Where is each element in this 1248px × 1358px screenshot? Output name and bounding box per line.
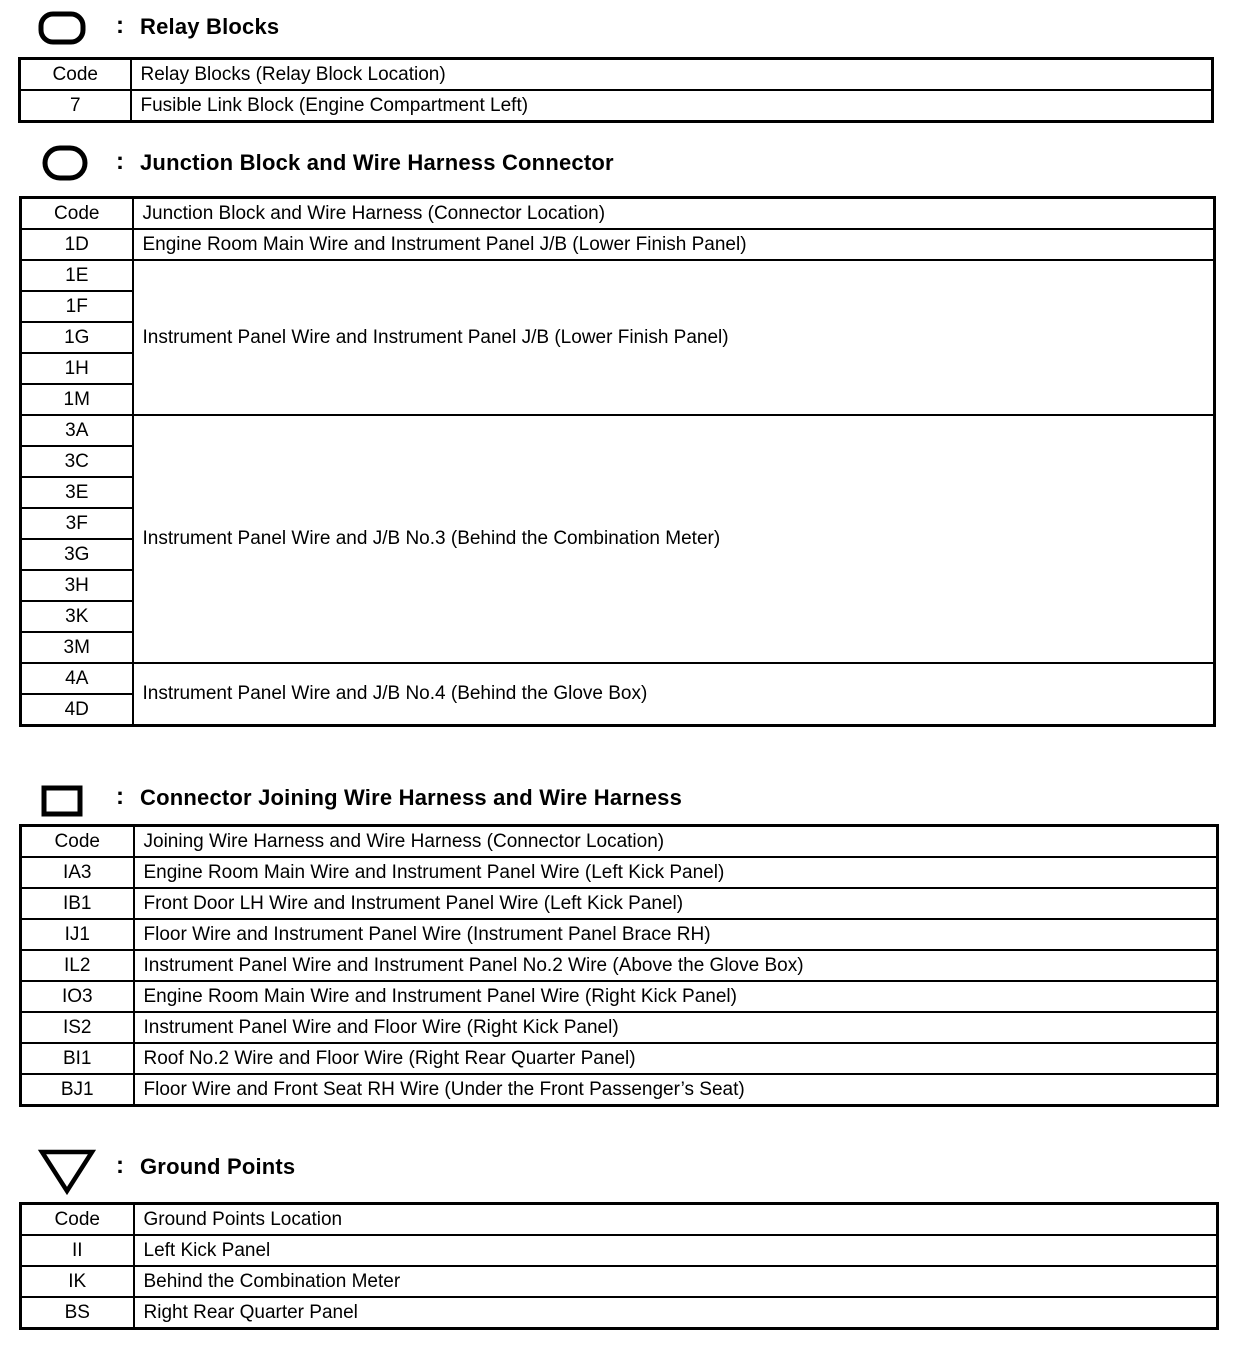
table-row xyxy=(21,950,1218,981)
ground-points-heading xyxy=(36,1148,1216,1192)
code-header: Code xyxy=(21,1204,134,1236)
connector-joining-heading xyxy=(36,779,1216,823)
section-title: Connector Joining Wire Harness and Wire Harness xyxy=(140,785,683,810)
location-cell: Instrument Panel Wire and J/B No.4 (Behind the Glove Box) xyxy=(133,663,1215,726)
location-cell: Engine Room Main Wire and Instrument Panel Wire (Right Kick Panel) xyxy=(134,981,1218,1012)
location-cell: Right Rear Quarter Panel xyxy=(134,1297,1218,1329)
code-cell: BI1 xyxy=(21,1043,134,1074)
relay-blocks-table xyxy=(18,57,1214,123)
junction-block-heading xyxy=(36,144,1216,188)
code-header: Code xyxy=(20,59,131,91)
code-cell: BJ1 xyxy=(21,1074,134,1106)
square-symbol-icon xyxy=(36,779,88,819)
location-cell: Instrument Panel Wire and Instrument Panel No.2 Wire (Above the Glove Box) xyxy=(134,950,1218,981)
code-header: Code xyxy=(21,198,133,230)
code-cell: 3A xyxy=(21,415,133,446)
table-header-row xyxy=(20,59,1213,91)
location-cell: Behind the Combination Meter xyxy=(134,1266,1218,1297)
table-row xyxy=(21,229,1215,260)
table-row xyxy=(21,1266,1218,1297)
location-cell: Floor Wire and Front Seat RH Wire (Under the Front Passenger’s Seat) xyxy=(134,1074,1218,1106)
code-cell: IA3 xyxy=(21,857,134,888)
code-cell: 3H xyxy=(21,570,133,601)
code-header: Code xyxy=(21,826,134,858)
code-cell: 7 xyxy=(20,90,131,122)
code-cell: 1G xyxy=(21,322,133,353)
table-row xyxy=(21,981,1218,1012)
rounded-rect-symbol-icon xyxy=(36,8,88,48)
code-cell: 3E xyxy=(21,477,133,508)
code-cell: 1F xyxy=(21,291,133,322)
code-cell: 3F xyxy=(21,508,133,539)
table-row xyxy=(21,663,1215,694)
code-cell: 3C xyxy=(21,446,133,477)
connector-joining-table xyxy=(19,824,1219,1107)
location-header: Relay Blocks (Relay Block Location) xyxy=(131,59,1213,91)
section-title: Relay Blocks xyxy=(140,14,280,39)
table-row xyxy=(20,90,1213,122)
table-header-row xyxy=(21,1204,1218,1236)
junction-block-table xyxy=(19,196,1216,727)
code-cell: IS2 xyxy=(21,1012,134,1043)
table-row xyxy=(21,919,1218,950)
location-header: Ground Points Location xyxy=(134,1204,1218,1236)
code-cell: 1E xyxy=(21,260,133,291)
location-cell: Fusible Link Block (Engine Compartment Left) xyxy=(131,90,1213,122)
location-cell: Front Door LH Wire and Instrument Panel Wire (Left Kick Panel) xyxy=(134,888,1218,919)
code-cell: IB1 xyxy=(21,888,134,919)
oval-symbol-icon xyxy=(36,144,88,184)
table-row xyxy=(21,1012,1218,1043)
location-cell: Engine Room Main Wire and Instrument Panel Wire (Left Kick Panel) xyxy=(134,857,1218,888)
code-cell: IJ1 xyxy=(21,919,134,950)
heading-colon: : xyxy=(116,1152,124,1179)
code-cell: 1D xyxy=(21,229,133,260)
table-header-row xyxy=(21,826,1218,858)
code-cell: 4A xyxy=(21,663,133,694)
code-cell: 4D xyxy=(21,694,133,726)
code-cell: 1M xyxy=(21,384,133,415)
location-cell: Floor Wire and Instrument Panel Wire (Instrument Panel Brace RH) xyxy=(134,919,1218,950)
triangle-symbol-icon xyxy=(36,1148,96,1196)
ground-points-table xyxy=(19,1202,1219,1330)
heading-colon: : xyxy=(116,148,124,175)
table-row xyxy=(21,888,1218,919)
table-row xyxy=(21,1235,1218,1266)
relay-blocks-heading xyxy=(36,8,1216,52)
table-row xyxy=(21,1074,1218,1106)
table-row xyxy=(21,1297,1218,1329)
table-row xyxy=(21,415,1215,446)
location-cell: Engine Room Main Wire and Instrument Panel J/B (Lower Finish Panel) xyxy=(133,229,1215,260)
table-row xyxy=(21,857,1218,888)
code-cell: 3G xyxy=(21,539,133,570)
code-cell: 1H xyxy=(21,353,133,384)
location-cell: Left Kick Panel xyxy=(134,1235,1218,1266)
code-cell: IO3 xyxy=(21,981,134,1012)
code-cell: BS xyxy=(21,1297,134,1329)
table-header-row xyxy=(21,198,1215,230)
heading-colon: : xyxy=(116,783,124,810)
code-cell: 3M xyxy=(21,632,133,663)
location-header: Joining Wire Harness and Wire Harness (Connector Location) xyxy=(134,826,1218,858)
location-cell: Instrument Panel Wire and Floor Wire (Right Kick Panel) xyxy=(134,1012,1218,1043)
code-cell: II xyxy=(21,1235,134,1266)
code-cell: 3K xyxy=(21,601,133,632)
heading-colon: : xyxy=(116,12,124,39)
code-cell: IK xyxy=(21,1266,134,1297)
table-row xyxy=(21,260,1215,291)
location-cell: Roof No.2 Wire and Floor Wire (Right Rear Quarter Panel) xyxy=(134,1043,1218,1074)
location-header: Junction Block and Wire Harness (Connector Location) xyxy=(133,198,1215,230)
location-cell: Instrument Panel Wire and J/B No.3 (Behind the Combination Meter) xyxy=(133,415,1215,663)
section-title: Junction Block and Wire Harness Connector xyxy=(140,150,614,175)
code-cell: IL2 xyxy=(21,950,134,981)
table-row xyxy=(21,1043,1218,1074)
section-title: Ground Points xyxy=(140,1154,296,1179)
location-cell: Instrument Panel Wire and Instrument Panel J/B (Lower Finish Panel) xyxy=(133,260,1215,415)
